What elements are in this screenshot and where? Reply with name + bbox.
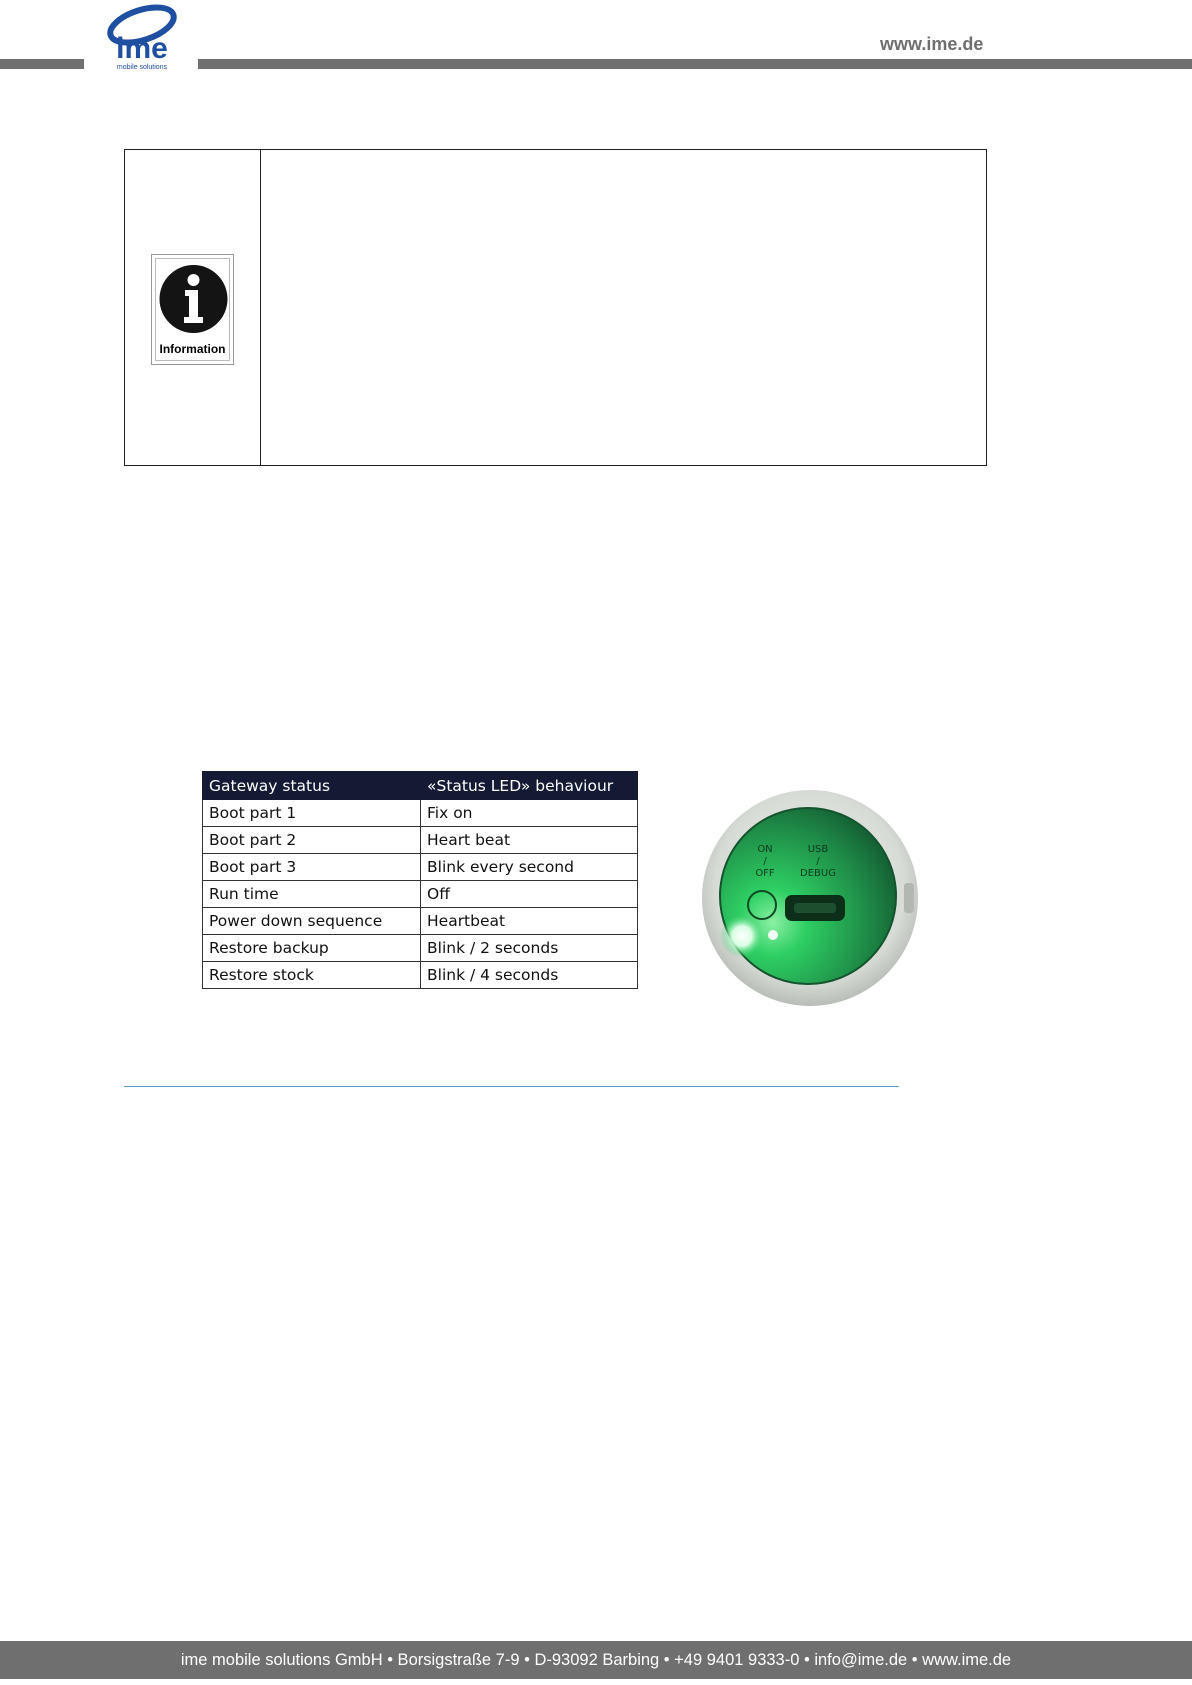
status-led-table bbox=[202, 771, 638, 989]
ime-logo bbox=[104, 3, 180, 73]
table-row bbox=[203, 827, 638, 854]
device-led-photo bbox=[690, 788, 920, 1008]
label-on: ON bbox=[757, 844, 773, 855]
information-badge-label: Information bbox=[159, 342, 226, 356]
header-url: www.ime.de bbox=[880, 34, 984, 54]
gateway-status-cell: Boot part 1 bbox=[203, 800, 421, 827]
column-header-gateway-status: Gateway status bbox=[203, 772, 421, 800]
information-box bbox=[124, 149, 987, 466]
footer-bar bbox=[0, 1641, 1192, 1679]
label-onoff-sep: / bbox=[763, 856, 767, 867]
led-behaviour-cell: Off bbox=[421, 881, 638, 908]
gateway-status-cell: Restore backup bbox=[203, 935, 421, 962]
table-row bbox=[203, 962, 638, 989]
logo-text: ime bbox=[116, 32, 168, 65]
label-debug: DEBUG bbox=[800, 868, 836, 879]
info-icon bbox=[158, 263, 229, 335]
led-behaviour-cell: Blink every second bbox=[421, 854, 638, 881]
information-box-body bbox=[265, 150, 986, 465]
gateway-status-cell: Boot part 2 bbox=[203, 827, 421, 854]
led-behaviour-cell: Blink / 2 seconds bbox=[421, 935, 638, 962]
label-usb: USB bbox=[807, 844, 829, 855]
column-header-led-behaviour: «Status LED» behaviour bbox=[421, 772, 638, 800]
table-header-row bbox=[203, 772, 638, 800]
section-separator bbox=[124, 1086, 899, 1087]
label-usb-sep: / bbox=[816, 856, 820, 867]
gateway-status-cell: Run time bbox=[203, 881, 421, 908]
led-behaviour-cell: Blink / 4 seconds bbox=[421, 962, 638, 989]
led-behaviour-cell: Fix on bbox=[421, 800, 638, 827]
table-row bbox=[203, 881, 638, 908]
table-row bbox=[203, 854, 638, 881]
information-badge bbox=[151, 254, 234, 365]
led-behaviour-cell: Heartbeat bbox=[421, 908, 638, 935]
header-bar-left bbox=[0, 59, 84, 69]
table-row bbox=[203, 908, 638, 935]
table-row bbox=[203, 935, 638, 962]
gateway-status-cell: Power down sequence bbox=[203, 908, 421, 935]
led-behaviour-cell: Heart beat bbox=[421, 827, 638, 854]
footer-text: ime mobile solutions GmbH • Borsigstraße 7-9 • D-93092 Barbing • +49 9401 9333-0 • info@ime.de • www.ime.de bbox=[180, 1651, 1012, 1669]
gateway-status-cell: Restore stock bbox=[203, 962, 421, 989]
header-bar-right bbox=[198, 59, 1192, 69]
logo-subtext: mobile solutions bbox=[116, 64, 168, 71]
gateway-status-cell: Boot part 3 bbox=[203, 854, 421, 881]
information-box-divider bbox=[260, 150, 261, 465]
table-row bbox=[203, 800, 638, 827]
label-off: OFF bbox=[755, 868, 775, 879]
